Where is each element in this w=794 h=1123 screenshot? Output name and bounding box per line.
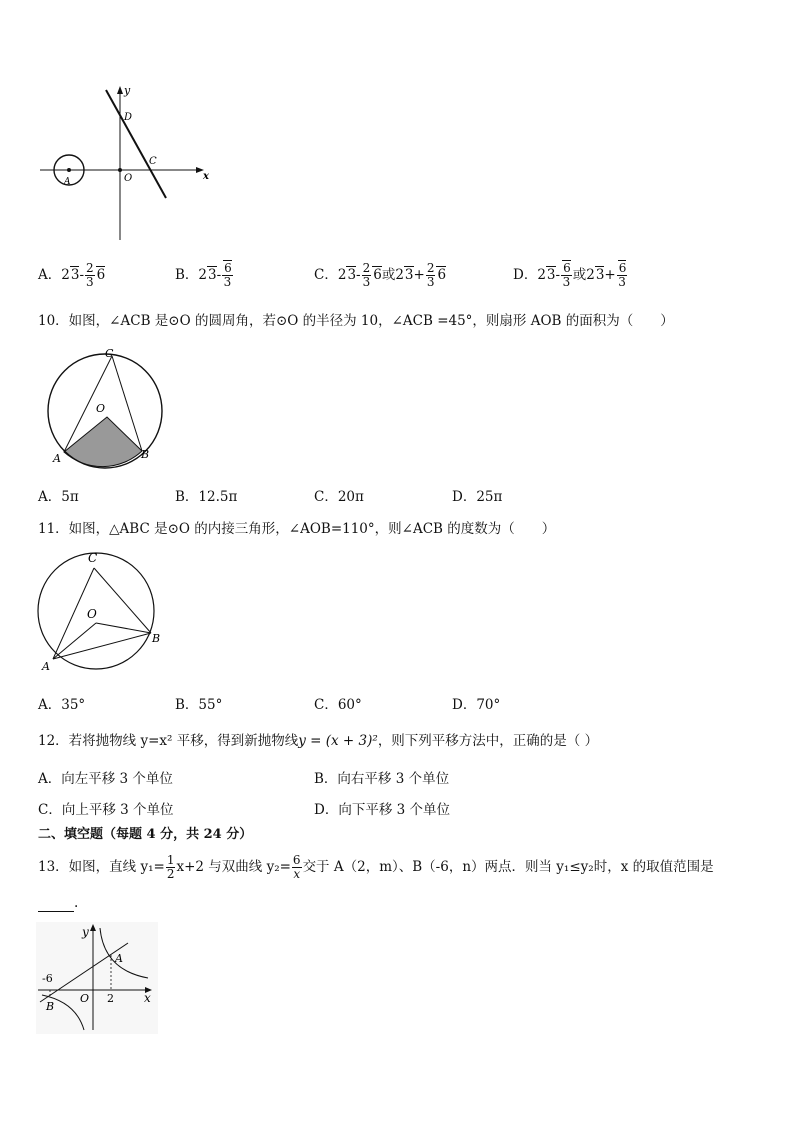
q10-fig-label-o: O <box>96 402 106 415</box>
q13-fig-label-2: 2 <box>107 992 114 1005</box>
q11-option-a: A．35° <box>38 697 86 713</box>
q12-option-c: C．向上平移 3 个单位 <box>38 802 174 818</box>
q13-frac1-denominator: 2 <box>166 867 175 881</box>
q9-fig-label-o: O <box>124 173 133 184</box>
q12-stem <box>38 732 598 750</box>
q11-figure <box>36 546 166 676</box>
q9-fig-label-x: x <box>203 171 209 182</box>
q11-fig-label-o: O <box>87 607 97 621</box>
q9-fig-label-a: A <box>64 177 71 187</box>
q12-stem-post: ，则下列平移方法中，正确的是（ ） <box>377 733 599 749</box>
q9-option-c-or: 或 <box>381 267 396 283</box>
q11-fig-label-c: C <box>88 551 98 565</box>
q13-frac2-denominator: x <box>293 867 301 881</box>
q12-option-b: B．向右平移 3 个单位 <box>314 771 450 787</box>
q9-option-d-label: D． <box>513 267 538 283</box>
q10-fig-label-c: C <box>105 347 114 360</box>
q9-option-b: B．23- $\frac{6}{3}$ <box>175 261 232 289</box>
q10-option-b: B．12.5π <box>175 489 238 505</box>
q13-fig-label-a: A <box>115 952 123 965</box>
q11-fig-label-a: A <box>42 660 50 673</box>
q13-frac1-numerator: 1 <box>166 853 175 867</box>
q12-stem-pre: 12．若将抛物线 y=x² 平移，得到新抛物线 <box>38 733 299 749</box>
q9-fig-label-c: C <box>149 156 157 167</box>
q9-option-c-label: C． <box>314 267 338 283</box>
q9-option-b-label: B． <box>175 267 199 283</box>
q11-option-c: C．60° <box>314 697 362 713</box>
q10-stem: 10．如图，∠ACB 是⊙O 的圆周角，若⊙O 的半径为 10，∠ACB =45°，则扇形 AOB 的面积为（ ） <box>38 313 674 329</box>
q13-fig-label-o: O <box>80 992 90 1005</box>
q11-stem: 11．如图，△ABC 是⊙O 的内接三角形，∠AOB=110°，则∠ACB 的度数为（ ） <box>38 521 556 537</box>
q13-fig-label-b: B <box>46 1000 55 1013</box>
q9-option-d-or: 或 <box>572 267 587 283</box>
q10-figure <box>45 345 170 470</box>
q9-fig-label-d: D <box>124 112 133 123</box>
q12-option-d: D．向下平移 3 个单位 <box>314 802 450 818</box>
q10-option-d: D．25π <box>452 489 503 505</box>
q13-frac2-numerator: 6 <box>292 853 301 867</box>
q13-stem-post: 交于 A（2，m）、B（-6，n）两点．则当 y₁≤y₂时，x 的取值范围是 <box>302 859 714 875</box>
q13-fig-label-neg6: -6 <box>42 972 53 985</box>
q12-formula: y = (x + 3)² <box>298 733 378 749</box>
q13-fig-label-x: x <box>144 991 151 1005</box>
q11-option-d: D．70° <box>452 697 501 713</box>
q12-option-a: A．向左平移 3 个单位 <box>38 771 173 787</box>
q11-option-b: B．55° <box>175 697 223 713</box>
q13-stem-pre: 13．如图，直线 y₁= <box>38 859 165 875</box>
q10-fig-label-a: A <box>53 452 61 465</box>
q9-option-a: A．23- $\frac{2}{3}$ 6 <box>38 261 106 289</box>
q13-figure <box>36 922 158 1034</box>
q9-fig-label-y: y <box>124 84 131 97</box>
answer-blank-line[interactable] <box>38 897 74 912</box>
q9-option-c: C．23- $\frac{2}{3}$ 6或23+ $\frac{2}{3}$ 6 <box>314 261 447 289</box>
q9-option-d: D．23- $\frac{6}{3}$ 或23+ $\frac{6}{3}$ <box>513 261 627 289</box>
q13-stem-mid: x+2 与双曲线 y₂= <box>176 859 291 875</box>
q9-option-a-label: A． <box>38 267 62 283</box>
q13-blank-period: . <box>74 895 79 911</box>
q11-fig-label-b: B <box>152 632 161 645</box>
q10-option-a: A．5π <box>38 489 79 505</box>
q9-figure <box>38 80 218 245</box>
q10-fig-label-b: B <box>141 448 150 461</box>
q13-fig-label-y: y <box>82 925 89 939</box>
section-heading: 二、填空题（每题 4 分，共 24 分） <box>38 827 253 842</box>
q13-stem <box>38 852 714 882</box>
q13-answer-blank[interactable] <box>38 894 78 912</box>
q10-option-c: C．20π <box>314 489 364 505</box>
